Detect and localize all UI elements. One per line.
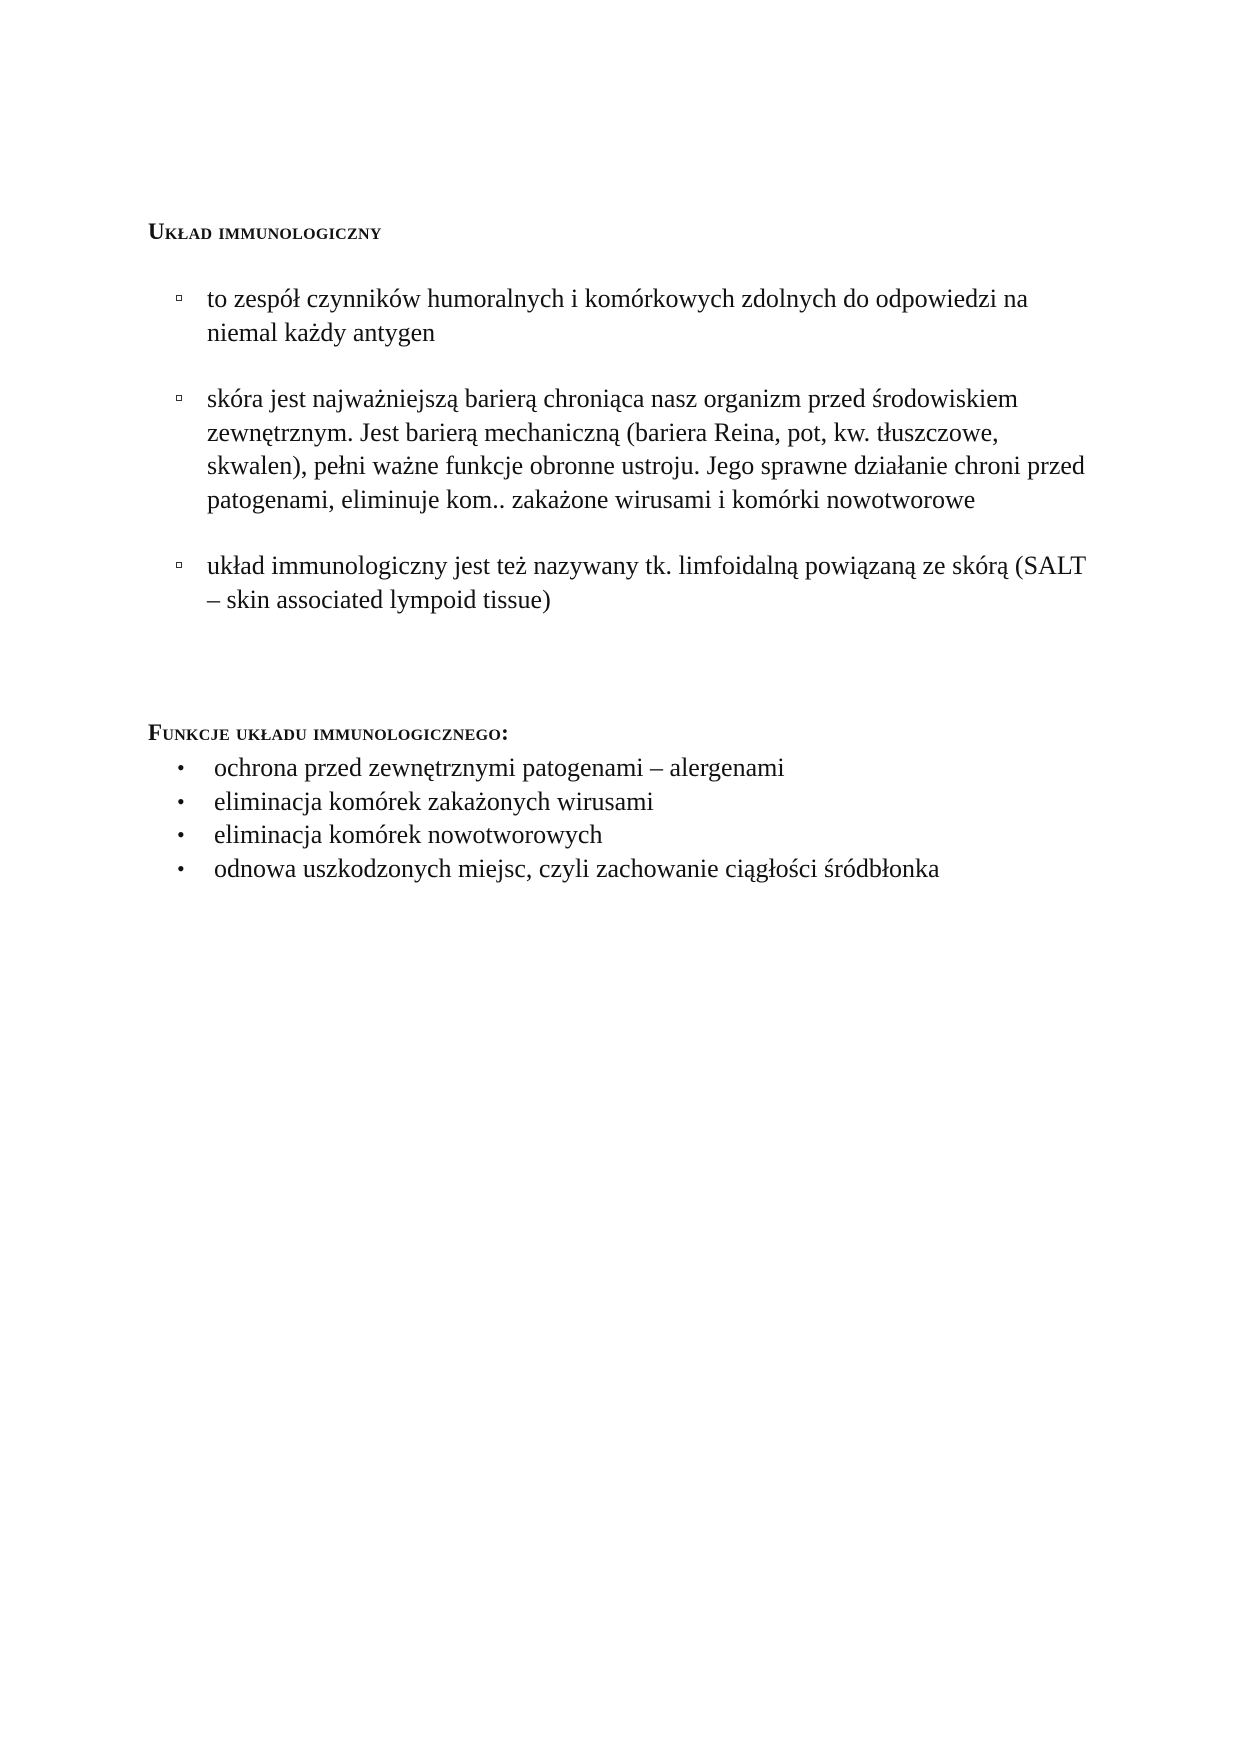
list-item	[174, 818, 1104, 852]
square-bullet-icon	[176, 395, 182, 401]
list-item	[174, 282, 1104, 349]
functions-list	[174, 751, 1104, 885]
square-bullet-icon	[176, 562, 182, 568]
list-item-text: eliminacja komórek nowotworowych	[214, 820, 603, 849]
bullet-dot-icon: •	[177, 755, 185, 780]
list-item	[174, 785, 1104, 819]
list-item-text: ochrona przed zewnętrznymi patogenami – alergenami	[214, 753, 785, 782]
list-item-text: układ immunologiczny jest też nazywany tk. limfoidalną powiązaną ze skórą (SALT – skin associated lympoid tissue)	[207, 551, 1086, 614]
list-item	[174, 751, 1104, 785]
definition-list	[174, 282, 1104, 649]
square-bullet-icon	[176, 295, 182, 301]
list-item-text: odnowa uszkodzonych miejsc, czyli zachowanie ciągłości śródbłonka	[214, 853, 940, 883]
list-item	[174, 382, 1104, 516]
list-item-text: eliminacja komórek zakażonych wirusami	[214, 786, 654, 816]
bullet-dot-icon: •	[177, 822, 185, 847]
section-heading-functions: Funkcje układu immunologicznego:	[148, 720, 510, 745]
bullet-dot-icon: •	[177, 855, 185, 881]
list-item	[174, 852, 1104, 886]
list-item-text: to zespół czynników humoralnych i komórkowych zdolnych do odpowiedzi na niemal każdy antygen	[207, 284, 1028, 347]
list-item	[174, 549, 1104, 616]
bullet-dot-icon: •	[177, 788, 185, 814]
list-item-text: skóra jest najważniejszą barierą chroniąca nasz organizm przed środowiskiem zewnętrznym. Jest barierą mechaniczną (bariera Reina, pot, kw. tłuszczowe, skwalen), pełni ważne funkcje obronne ustroju. Jego sprawne działanie chroni przed patogenami, eliminuje kom.. zakażone wirusami i komórki nowotworowe	[207, 384, 1085, 514]
section-heading-immune-system: Układ immunologiczny	[148, 219, 382, 244]
